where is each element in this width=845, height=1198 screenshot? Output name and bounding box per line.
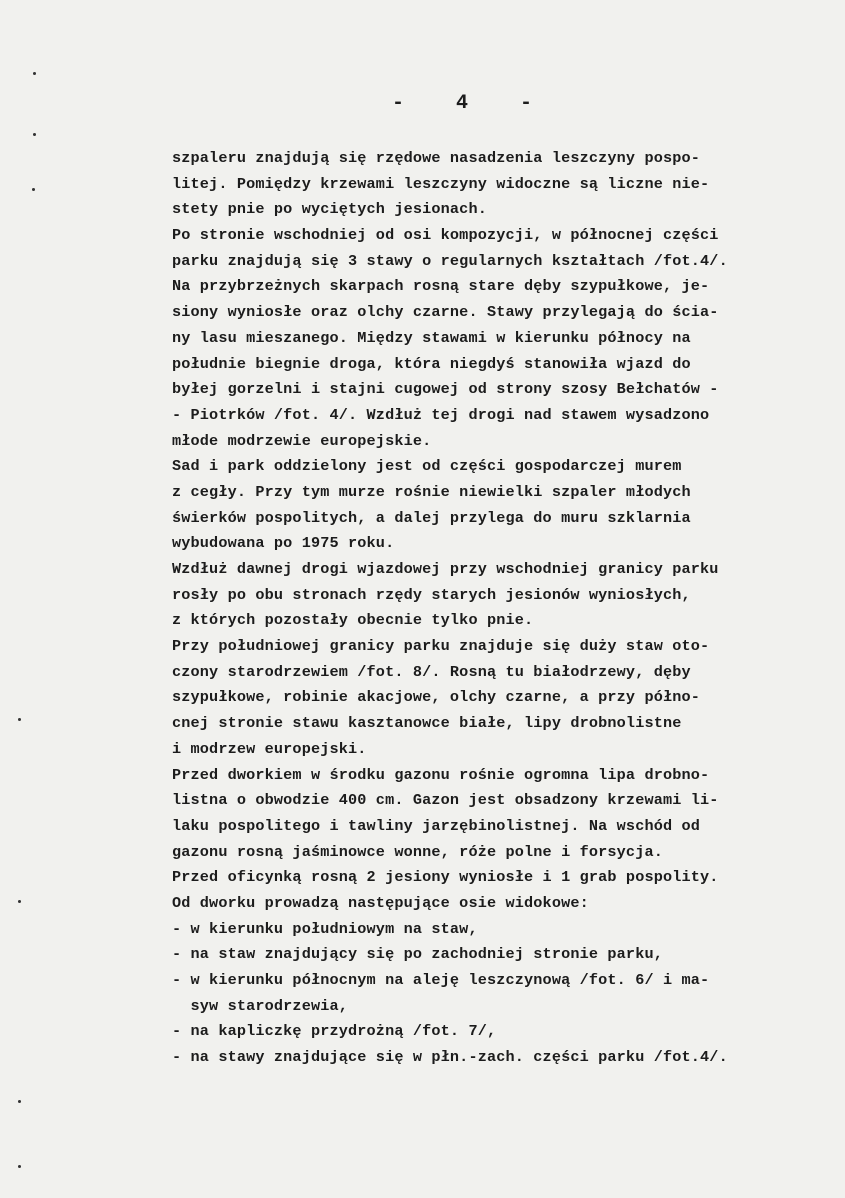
punch-mark xyxy=(33,72,36,75)
text-line: Od dworku prowadzą następujące osie widokowe: xyxy=(172,893,589,912)
text-line: siony wyniosłe oraz olchy czarne. Stawy przylegają do ścia- xyxy=(172,303,719,322)
text-line: stety pnie po wyciętych jesionach. xyxy=(172,200,487,219)
text-line: Przy południowej granicy parku znajduje się duży staw oto- xyxy=(172,637,710,656)
text-line: Po stronie wschodniej od osi kompozycji, w północnej części xyxy=(172,226,719,245)
text-line: gazonu rosną jaśminowce wonne, róże polne i forsycja. xyxy=(172,842,663,861)
punch-mark xyxy=(18,1100,21,1103)
text-line: szypułkowe, robinie akacjowe, olchy czarne, a przy półno- xyxy=(172,688,701,707)
text-line: listna o obwodzie 400 cm. Gazon jest obsadzony krzewami li- xyxy=(172,791,719,810)
text-line: Sad i park oddzielony jest od części gospodarczej murem xyxy=(172,457,682,476)
body-text xyxy=(172,146,812,1071)
punch-mark xyxy=(18,900,21,903)
text-line: cnej stronie stawu kasztanowce białe, lipy drobnolistne xyxy=(172,714,682,733)
text-line: rosły po obu stronach rzędy starych jesionów wyniosłych, xyxy=(172,585,691,604)
text-line: i modrzew europejski. xyxy=(172,739,367,758)
text-line: Wzdłuż dawnej drogi wjazdowej przy wschodniej granicy parku xyxy=(172,560,719,578)
text-line: ny lasu mieszanego. Między stawami w kierunku północy na xyxy=(172,328,691,347)
text-line: szpaleru znajdują się rzędowe nasadzenia leszczyny pospo- xyxy=(172,149,701,167)
punch-mark xyxy=(32,188,35,191)
text-line: z cegły. Przy tym murze rośnie niewielki szpaler młodych xyxy=(172,482,691,501)
text-line: Przed oficynką rosną 2 jesiony wyniosłe i 1 grab pospolity. xyxy=(172,868,719,887)
text-line: litej. Pomiędzy krzewami leszczyny widoczne są liczne nie- xyxy=(172,174,710,193)
text-line: - na staw znajdujący się po zachodniej stronie parku, xyxy=(172,945,663,964)
text-line: z których pozostały obecnie tylko pnie. xyxy=(172,611,534,630)
text-line: - w kierunku południowym na staw, xyxy=(172,919,478,938)
punch-mark xyxy=(18,718,21,721)
text-line: syw starodrzewia, xyxy=(172,996,349,1015)
text-line: Na przybrzeżnych skarpach rosną stare dęby szypułkowe, je- xyxy=(172,277,710,296)
text-line: - Piotrków /fot. 4/. Wzdłuż tej drogi nad stawem wysadzono xyxy=(172,405,710,424)
text-line: - w kierunku północnym na aleję leszczynową /fot. 6/ i ma- xyxy=(172,971,710,989)
text-line: Przed dworkiem w środku gazonu rośnie ogromna lipa drobno- xyxy=(172,765,710,784)
text-line: - na kapliczkę przydrożną /fot. 7/, xyxy=(172,1022,497,1041)
punch-mark xyxy=(33,133,36,136)
page-number: - 4 - xyxy=(392,92,553,115)
text-line: byłej gorzelni i stajni cugowej od strony szosy Bełchatów - xyxy=(172,380,719,399)
text-line: - na stawy znajdujące się w płn.-zach. części parku /fot.4/. xyxy=(172,1048,728,1067)
text-line: południe biegnie droga, która niegdyś stanowiła wjazd do xyxy=(172,354,691,373)
text-line: świerków pospolitych, a dalej przylega do muru szklarnia xyxy=(172,508,691,527)
text-line: laku pospolitego i tawliny jarzębinolistnej. Na wschód od xyxy=(172,816,701,835)
text-line: młode modrzewie europejskie. xyxy=(172,431,432,450)
text-line: czony starodrzewiem /fot. 8/. Rosną tu białodrzewy, dęby xyxy=(172,662,691,681)
text-line: parku znajdują się 3 stawy o regularnych kształtach /fot.4/. xyxy=(172,251,728,270)
punch-mark xyxy=(18,1165,21,1168)
text-line: wybudowana po 1975 roku. xyxy=(172,534,395,553)
